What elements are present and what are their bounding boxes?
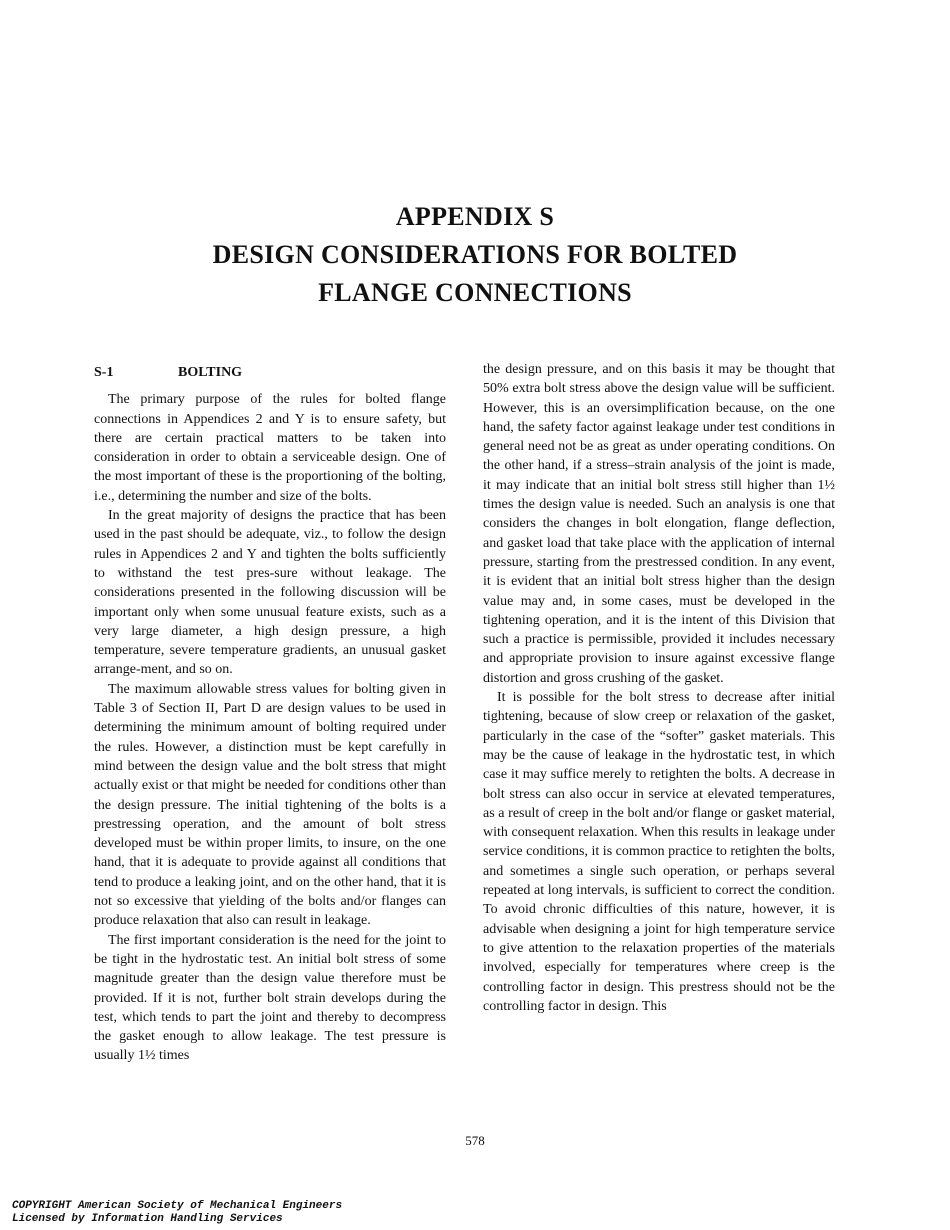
paragraph: The maximum allowable stress values for bolting given in Table 3 of Section II, Part D are design values to be used in determining the minimum amount of bolting required under the rules. However, a distinction must be kept carefully in mind between the design value and the bolt stress that might actually exist or that might be needed for conditions other than the design pressure. The initial tightening of the bolts is a prestressing operation, and the amount of bolt stress developed must be within proper limits, to insure, on the one hand, that it is adequate to provide against all conditions that tend to produce a leaking joint, and on the other hand, that it is not so excessive that yielding of the bolts and/or flanges can produce relaxation that also can result in leakage. [94,681,446,929]
section-number: S-1 [94,365,114,380]
appendix-label: APPENDIX S [395,202,555,231]
license-line: Licensed by Information Handling Services [12,1212,283,1225]
paragraph: It is possible for the bolt stress to decrease after initial tightening, because of slow creep or relaxation of the gasket, particularly in the case of the “softer” gasket materials. This may be the cause of leakage in the hydrostatic test, in which case it may suffice merely to retighten the bolts. A decrease in bolt stress can also occur in service at elevated temperatures, as a result of creep in the bolt and/or flange or gasket material, with consequent relaxation. When this results in leakage under service conditions, it is common practice to retighten the bolts, and sometimes a single such operation, or perhaps several repeated at long intervals, is sufficient to correct the condition. To avoid chronic difficulties of this nature, however, it is advisable when designing a joint for high temperature service to give attention to the relaxation properties of the materials involved, especially for temperatures where creep is the controlling factor in design. This prestress should not be the controlling factor in design. This [483,690,835,1014]
page-number: 578 [465,1133,485,1148]
paragraph: The primary purpose of the rules for bolted flange connections in Appendices 2 and Y is to ensure safety, but there are certain practical matters to be taken into consideration in order to obtain a serviceable design. One of the most important of these is the proportioning of the bolting, i.e., determining the number and size of the bolts. [94,392,446,504]
section-title: BOLTING [178,365,243,380]
page-title-line-1: DESIGN CONSIDERATIONS FOR BOLTED [212,240,738,269]
section-heading [94,363,446,382]
paragraph-continued: the design pressure, and on this basis it may be thought that 50% extra bolt stress above the design value will be sufficient. However, this is an oversimplification because, on the one hand, the safety factor against leakage under test conditions in general need not be as great as under operating conditions. On the other hand, if a stress–strain analysis of the joint is made, it may indicate that an initial bolt stress still higher than 1½ times the design value is needed. Such an analysis is one that considers the changes in bolt elongation, flange deflection, and gasket load that take place with the application of internal pressure, starting from the prestressed condition. In any event, it is evident that an initial bolt stress higher than the design value may and, in some cases, must be developed in the tightening operation, and it is the intent of this Division that such a practice is permissible, provided it includes necessary and appropriate provision to insure against excessive flange distortion and gross crushing of the gasket. [483,362,835,686]
left-column [94,360,446,1066]
paragraph: The first important consideration is the need for the joint to be tight in the hydrostatic test. An initial bolt stress of some magnitude greater than the design value therefore must be provided. If it is not, further bolt strain develops during the test, which tends to part the joint and thereby to decompress the gasket enough to allow leakage. The test pressure is usually 1½ times [94,932,446,1064]
page-title-line-2: FLANGE CONNECTIONS [318,278,632,307]
copyright-line: COPYRIGHT American Society of Mechanical Engineers [12,1200,343,1212]
copyright-notice [12,1200,342,1225]
right-column [483,360,835,1016]
paragraph: In the great majority of designs the practice that has been used in the past should be adequate, viz., to follow the design rules in Appendices 2 and Y and tighten the bolts sufficiently to withstand the test pres-sure without leakage. The considerations presented in the following discussion will be important only when some unusual feature exists, such as a very large diameter, a high design pressure, a high temperature, severe temperature gradients, an unusual gasket arrange-ment, and so on. [94,508,446,678]
